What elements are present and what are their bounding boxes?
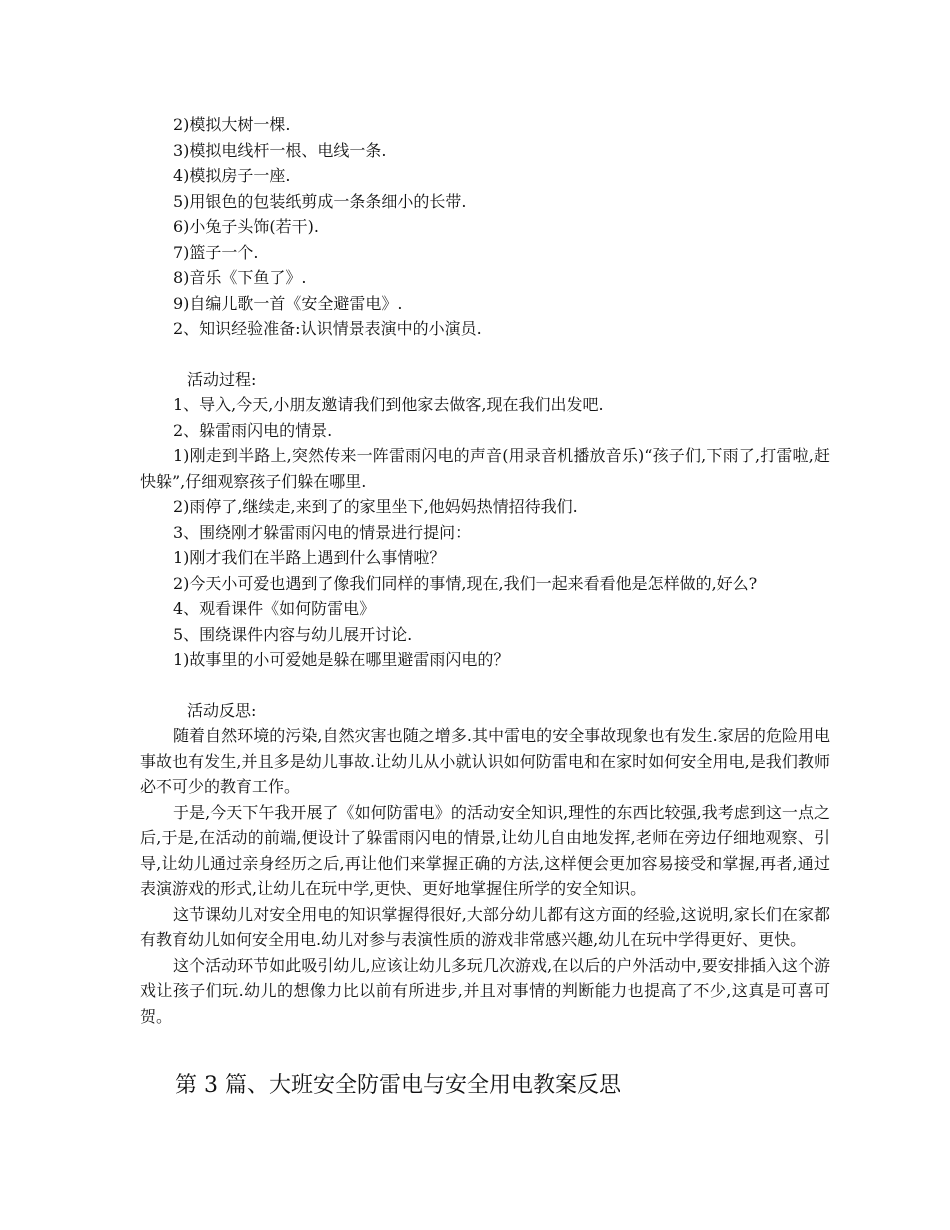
material-item: 9)自编儿歌一首《安全避雷电》. bbox=[173, 293, 403, 313]
material-item: 4)模拟房子一座. bbox=[173, 166, 291, 185]
reflection-heading: 活动反思: bbox=[187, 700, 257, 720]
section-gap bbox=[140, 342, 830, 367]
material-item: 2)模拟大树一棵. bbox=[173, 115, 291, 134]
process-step: 5、围绕课件内容与幼儿展开讨论. bbox=[173, 624, 413, 644]
process-step: 1)刚走到半路上,突然传来一阵雷雨闪电的声音(用录音机播放音乐)“孩子们,下雨了,打雷啦,赶快躲”,仔细观察孩子们躲在哪里. bbox=[140, 446, 830, 491]
process-step: 1)故事里的小可爱她是躲在哪里避雷雨闪电的？ bbox=[173, 650, 510, 669]
material-item: 7)篮子一个. bbox=[173, 242, 259, 262]
reflection-paragraph: 于是,今天下午我开展了《如何防雷电》的活动安全知识,理性的东西比较强,我考虑到这一点之后,于是,在活动的前端,便设计了躲雷雨闪电的情景,让幼儿自由地发挥,老师在旁边仔细地观察、引导,让幼儿通过亲身经历之后,再让他们来掌握正确的方法,这样便会更加容易接受和掌握,再者,通过表演游戏的形式,让幼儿在玩中学,更快、更好地掌握住所学的安全知识。 bbox=[140, 802, 830, 898]
process-step: 2)今天小可爱也遇到了像我们同样的事情,现在,我们一起来看看他是怎样做的,好么? bbox=[173, 573, 758, 593]
material-item: 3)模拟电线杆一根、电线一条. bbox=[173, 140, 387, 160]
process-step: 3、围绕刚才躲雷雨闪电的情景进行提问： bbox=[173, 522, 472, 542]
material-item: 6)小兔子头饰(若干). bbox=[173, 217, 319, 236]
process-step: 1)刚才我们在半路上遇到什么事情啦？ bbox=[173, 548, 446, 567]
process-step: 1、导入,今天,小朋友邀请我们到他家去做客,现在我们出发吧. bbox=[173, 395, 604, 414]
reflection-paragraph: 这节课幼儿对安全用电的知识掌握得很好,大部分幼儿都有这方面的经验,这说明,家长们在家都有教育幼儿如何安全用电.幼儿对参与表演性质的游戏非常感兴趣,幼儿在玩中学得更好、更快。 bbox=[140, 904, 830, 949]
document-body bbox=[140, 112, 830, 1029]
material-item: 5)用银色的包装纸剪成一条条细小的长带. bbox=[173, 191, 467, 211]
process-heading: 活动过程: bbox=[187, 369, 257, 389]
knowledge-prep: 2、知识经验准备:认识情景表演中的小演员. bbox=[173, 319, 482, 338]
reflection-paragraph: 随着自然环境的污染,自然灾害也随之增多.其中雷电的安全事故现象也有发生.家居的危险用电事故也有发生,并且多是幼儿事故.让幼儿从小就认识如何防雷电和在家时如何安全用电,是我们教师必不可少的教育工作。 bbox=[140, 726, 830, 796]
process-step: 4、观看课件《如何防雷电》 bbox=[173, 599, 376, 618]
reflection-paragraph: 这个活动环节如此吸引幼儿,应该让幼儿多玩几次游戏,在以后的户外活动中,要安排插入这个游戏让孩子们玩.幼儿的想像力比以前有所进步,并且对事情的判断能力也提高了不少,这真是可喜可贺。 bbox=[140, 955, 830, 1026]
process-step: 2、躲雷雨闪电的情景. bbox=[173, 420, 333, 440]
process-step: 2)雨停了,继续走,来到了的家里坐下,他妈妈热情招待我们. bbox=[173, 497, 578, 516]
section-gap bbox=[140, 673, 830, 698]
next-section-title: 第 3 篇、大班安全防雷电与安全用电教案反思 bbox=[175, 1073, 621, 1098]
material-item: 8)音乐《下鱼了》. bbox=[173, 268, 307, 287]
